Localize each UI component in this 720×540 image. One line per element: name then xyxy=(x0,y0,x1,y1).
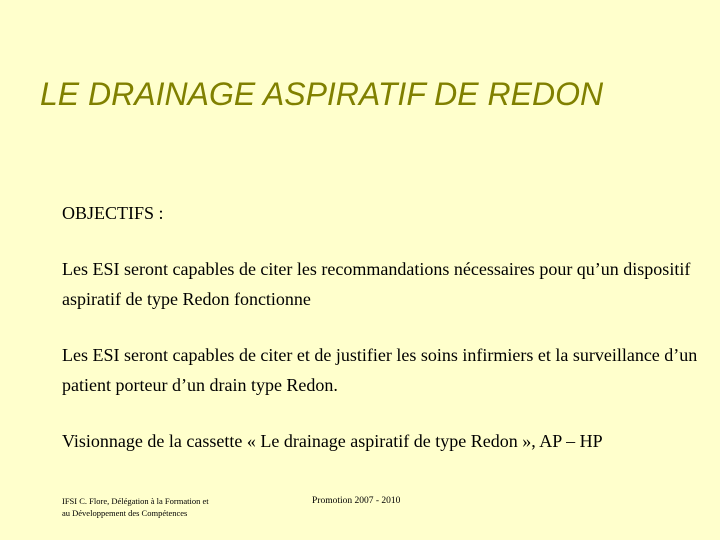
objective-paragraph-3: Visionnage de la cassette « Le drainage aspiratif de type Redon », AP – HP xyxy=(62,431,603,451)
objective-paragraph-1: Les ESI seront capables de citer les recommandations nécessaires pour qu’un dispositif aspiratif de type Redon fonctionne xyxy=(62,259,691,309)
footer-promotion: Promotion 2007 - 2010 xyxy=(312,496,401,506)
objective-paragraph-2: Les ESI seront capables de citer et de justifier les soins infirmiers et la surveillance d’un patient porteur d’un drain type Redon. xyxy=(62,345,698,395)
slide-title: LE DRAINAGE ASPIRATIF DE REDON xyxy=(40,76,604,112)
objectives-heading: OBJECTIFS : xyxy=(62,203,164,223)
footer-institution: IFSI C. Flore, Délégation à la Formation et au Développement des Compétences xyxy=(62,496,209,518)
